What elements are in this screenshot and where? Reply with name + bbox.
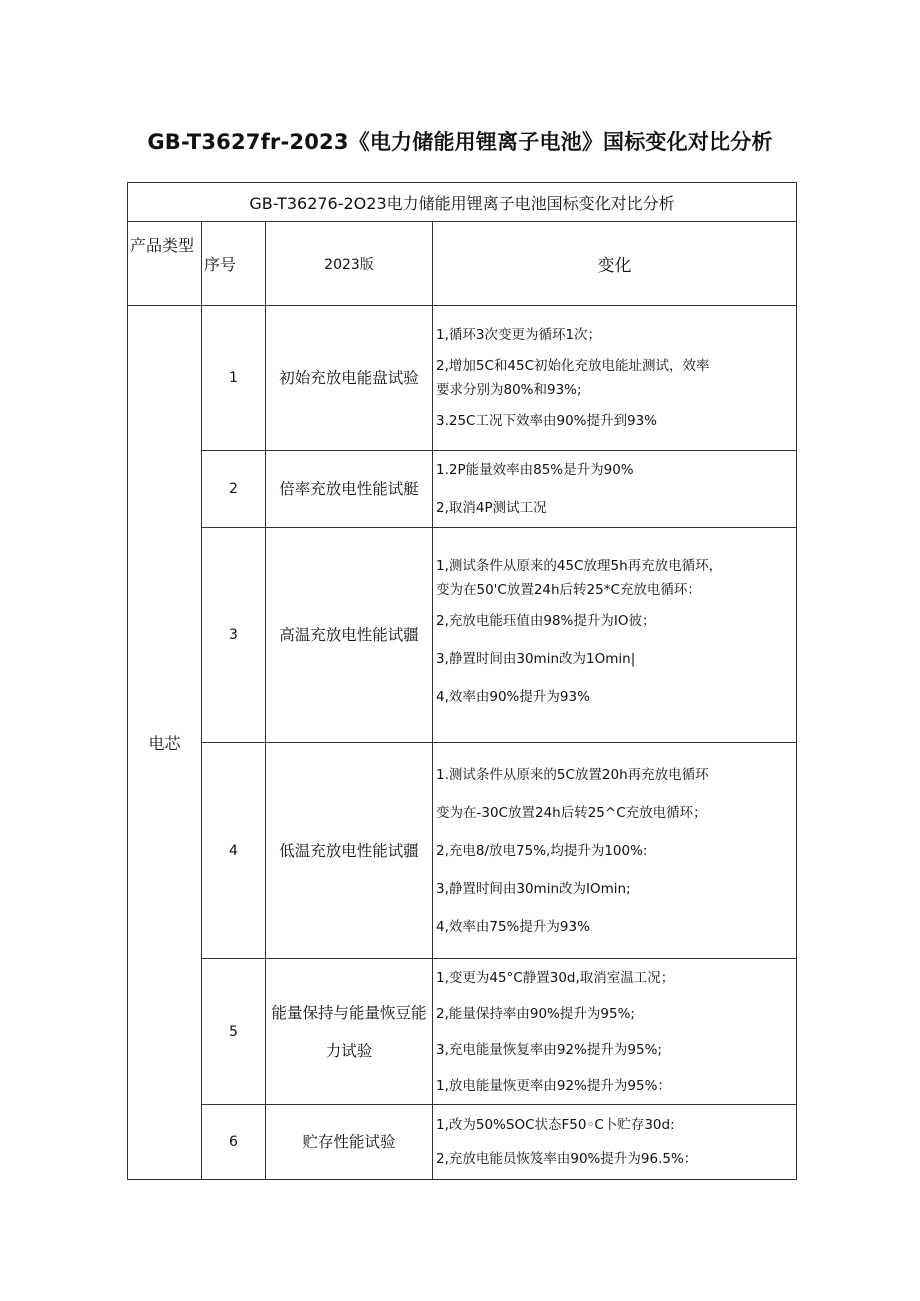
test-name-cell: 初始充放电能盘试验 [266,306,433,451]
seq-cell: 5 [202,959,266,1105]
table-caption: GB-T36276-2O23电力储能用锂离子电池国标变化对比分析 [128,183,797,222]
header-change: 变化 [433,222,797,306]
comparison-table [127,182,797,1180]
change-line: 4,效率由90%提升为93% [436,689,590,705]
test-name-cell: 倍率充放电性能试艇 [266,451,433,528]
table-row [128,959,797,1105]
change-cell [433,528,797,743]
change-line: 2,充电8/放电75%,均提升为100%: [436,842,648,859]
change-line: 4,效率由75%提升为93% [436,918,590,935]
change-line: 3.25C工况下效率由90%提升到93% [436,413,657,429]
change-line: 1.2P能量效率由85%是升为90% [436,462,634,478]
change-line: 1,变更为45°C静置30d,取消室温工况； [436,969,675,986]
change-line: 1,放电能量恢更率由92%提升为95%： [436,1077,671,1094]
change-line: 2,充放电能珏值由98%提升为IO彼； [436,613,656,629]
caption-row [128,183,797,222]
change-line: 2,充放电能员恢笈率由90%提升为96.5%： [436,1151,698,1167]
header-product-type: 产品类型 [128,222,202,306]
change-line: 1,改为50%SOC状态F50◦C卜贮存30d: [436,1117,675,1133]
change-line: 要求分别为80%和93%; [436,382,582,398]
change-cell [433,959,797,1105]
test-name-cell: 低温充放电性能试疆 [266,743,433,959]
change-cell [433,1105,797,1180]
table-row [128,743,797,959]
header-version: 2023版 [266,222,433,306]
change-line: 2,增加5C和45C初始化充放电能址测试，效率 [436,358,710,374]
change-line: 3,充电能量恢复率由92%提升为95%; [436,1041,662,1058]
test-name-cell: 贮存性能试验 [266,1105,433,1180]
header-seq: 序号 [202,222,266,306]
change-line: 变为在50'C放置24h后转25*C充放电循环： [436,582,701,598]
header-row [128,222,797,306]
table-row [128,1105,797,1180]
table-row [128,451,797,528]
change-line: 3,静置时间由30min改为IOmin; [436,880,631,897]
seq-cell: 6 [202,1105,266,1180]
change-line: 1.测试条件从原来的5C放置20h再充放电循环 [436,766,709,783]
change-cell [433,743,797,959]
change-cell [433,451,797,528]
seq-cell: 3 [202,528,266,743]
change-line: 变为在-30C放置24h后转25^C充放电循环； [436,804,707,821]
test-name-cell: 能量保持与能量恢豆能力试验 [266,959,433,1105]
seq-cell: 2 [202,451,266,528]
page-title: GB-T3627fr-2023《电力储能用锂离子电池》国标变化对比分析 [147,130,773,154]
seq-cell: 4 [202,743,266,959]
change-line: 1,循环3次变更为循环1次； [436,327,602,343]
change-line: 2,能量保持率由90%提升为95%; [436,1005,635,1022]
change-line: 2,取消4P测试工况 [436,500,547,516]
change-line: 3,静置时间由30min改为1Omin| [436,651,636,667]
seq-cell: 1 [202,306,266,451]
change-line: 1,测试条件从原来的45C放理5h再充放电循环， [436,558,723,574]
test-name-cell: 高温充放电性能试疆 [266,528,433,743]
change-cell [433,306,797,451]
table-row [128,528,797,743]
table-row [128,306,797,451]
product-type-cell: 电芯 [128,306,202,1180]
